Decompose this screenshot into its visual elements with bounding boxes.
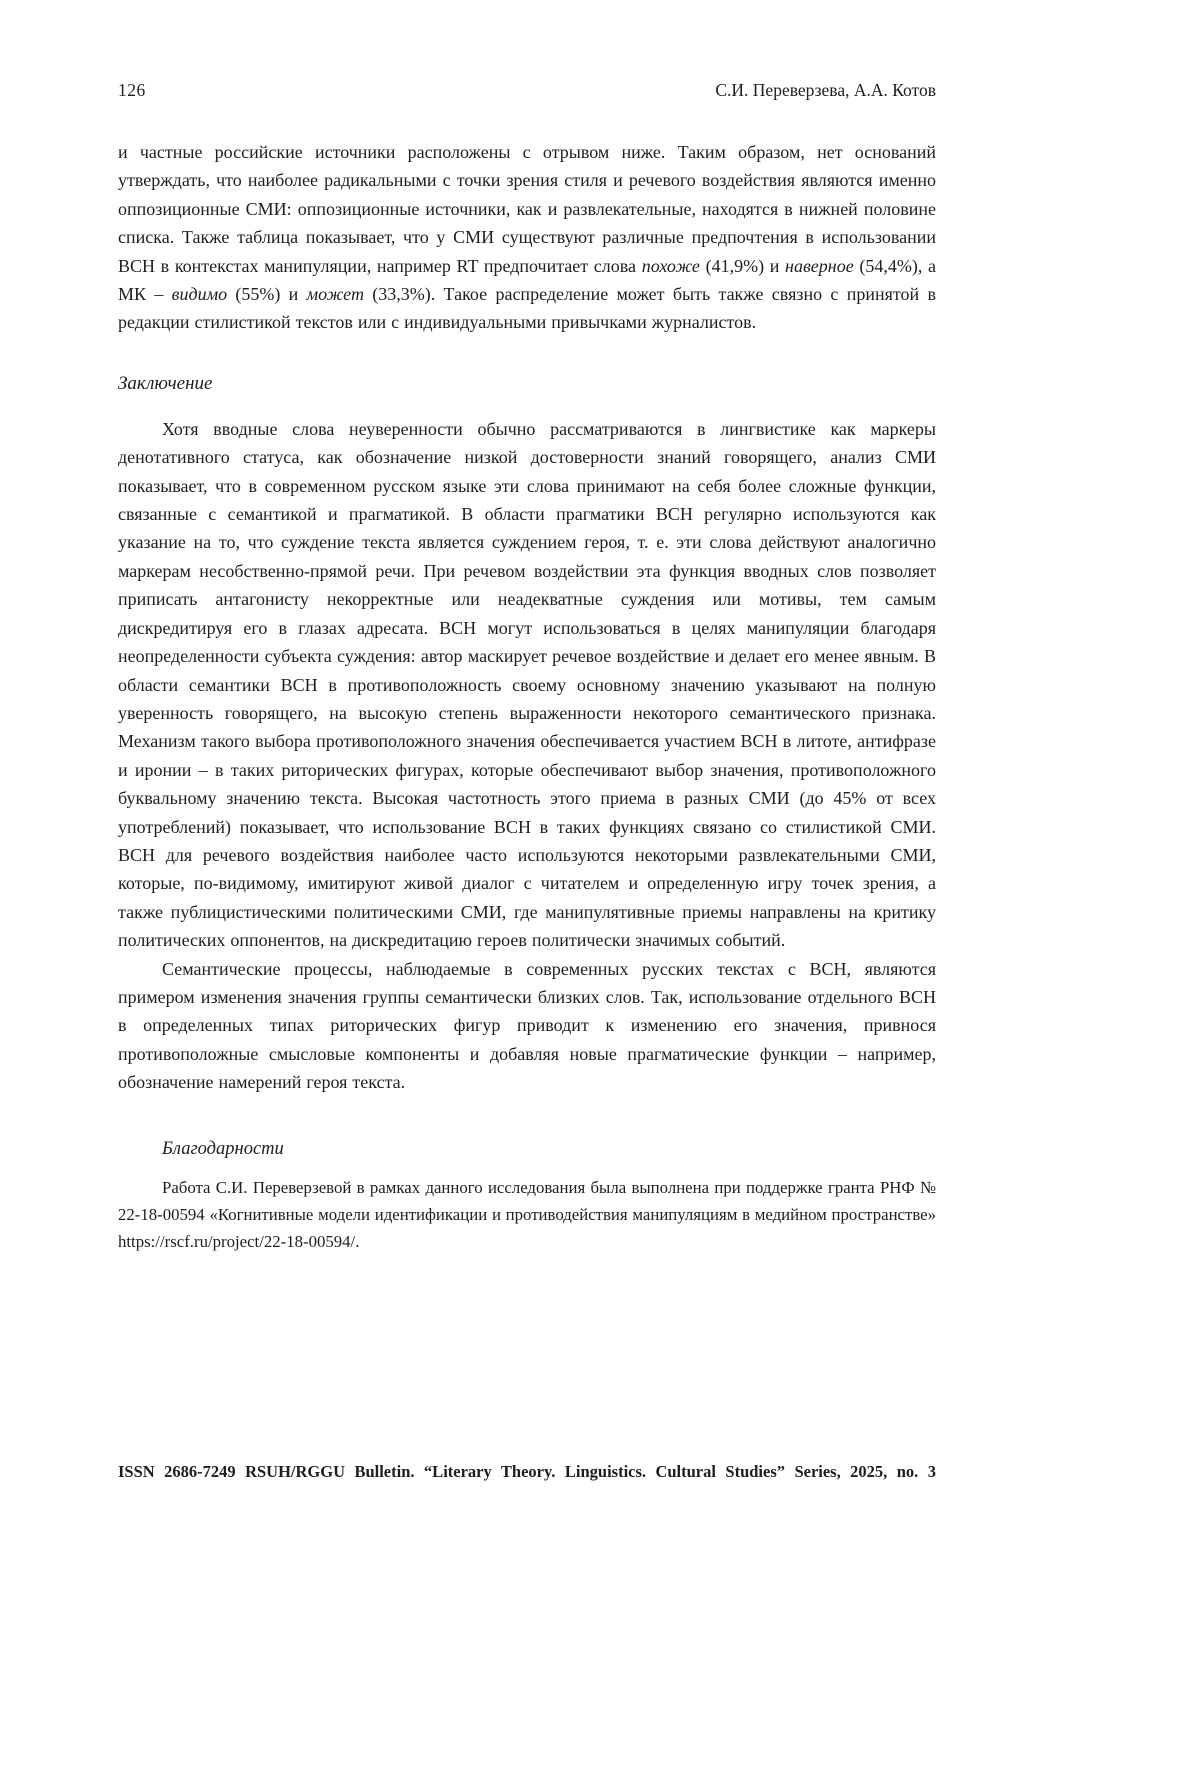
body-paragraph-2: Хотя вводные слова неуверенности обычно рассматриваются в лингвистике как маркеры денотативного статуса, как обозначение низкой достоверности знаний говорящего, анализ СМИ показывает, что в современном русском языке эти слова принимают на себя более сложные функции, связанные с семантикой и прагматикой. В области прагматики ВСН регулярно используются как указание на то, что суждение текста является суждением героя, т. е. эти слова действуют аналогично маркерам несобственно-прямой речи. При речевом воздействии эта функция вводных слов позволяет приписать антагонисту некорректные или неадекватные суждения или мотивы, тем самым дискредитируя его в глазах адресата. ВСН могут использоваться в целях манипуляции благодаря неопределенности субъекта суждения: автор маскирует речевое воздействие и делает его менее явным. В области семантики ВСН в противоположность своему основному значению указывают на полную уверенность говорящего, на высокую степень выраженности некоторого семантического признака. Механизм такого выбора противоположного значения обеспечивается участием ВСН в литоте, антифразе и иронии – в таких риторических фигурах, которые обеспечивают выбор значения, противоположного буквальному значению текста. Высокая частотность этого приема в разных СМИ (до 45% от всех употреблений) показывает, что использование ВСН в таких функциях связано со стилистикой СМИ. ВСН для речевого воздействия наиболее часто используются некоторыми развлекательными СМИ, которые, по-видимому, имитируют живой диалог с читателем и определенную игру точек зрения, а также публицистическими политическими СМИ, где манипулятивные приемы направлены на критику политических оппонентов, на дискредитацию героев политически значимых событий. xyxy=(118,418,936,951)
running-head-authors: С.И. Переверзева, А.А. Котов xyxy=(715,80,936,100)
emphasized-term: видимо xyxy=(171,284,228,305)
footer-issn-line: ISSN 2686-7249 RSUH/RGGU Bulletin. “Literary Theory. Linguistics. Cultural Studies” Series, 2025, no. 3 xyxy=(118,1462,936,1481)
text-segment: (33,3%). Такое распределение может быть также связно с принятой в редакции стилистикой текстов или с индивидуальными привычками журналистов. xyxy=(118,284,936,333)
section-title-conclusion: Заключение xyxy=(118,372,213,394)
body-paragraph-3: Семантические процессы, наблюдаемые в современных русских текстах с ВСН, являются примером изменения значения группы семантически близких слов. Так, использование отдельного ВСН в определенных типах риторических фигур приводит к изменению его значения, привнося противоположные смысловые компоненты и добавляя новые прагматические функции – например, обозначение намерений героя текста. xyxy=(118,958,936,1093)
section-title-acknowledgments: Благодарности xyxy=(162,1138,284,1159)
emphasized-term: похоже xyxy=(641,255,700,276)
text-segment: (54,4%), а МК – xyxy=(118,255,936,305)
article-body xyxy=(118,138,936,1255)
emphasized-term: может xyxy=(306,284,364,305)
text-segment: и частные российские источники расположены с отрывом ниже. Таким образом, нет оснований утверждать, что наиболее радикальными с точки зрения стиля и речевого воздействия являются именно оппозиционные СМИ: оппозиционные источники, как и развлекательные, находятся в нижней половине списка. Также таблица показывает, что у СМИ существуют различные предпочтения в использовании ВСН в контекстах манипуляции, например RT предпочитает слова xyxy=(118,142,936,276)
page-header xyxy=(118,80,936,101)
body-paragraph-1 xyxy=(118,138,936,337)
acknowledgments-paragraph: Работа С.И. Переверзевой в рамках данного исследования была выполнена при поддержке гранта РНФ № 22-18-00594 «Когнитивные модели идентификации и противодействия манипуляциям в медийном пространстве» https://rscf.ru/project/22-18-00594/. xyxy=(118,1177,936,1251)
page-number: 126 xyxy=(118,80,146,100)
emphasized-term: наверное xyxy=(785,255,854,276)
text-segment: (55%) и xyxy=(227,284,307,305)
text-segment: (41,9%) и xyxy=(699,255,786,276)
